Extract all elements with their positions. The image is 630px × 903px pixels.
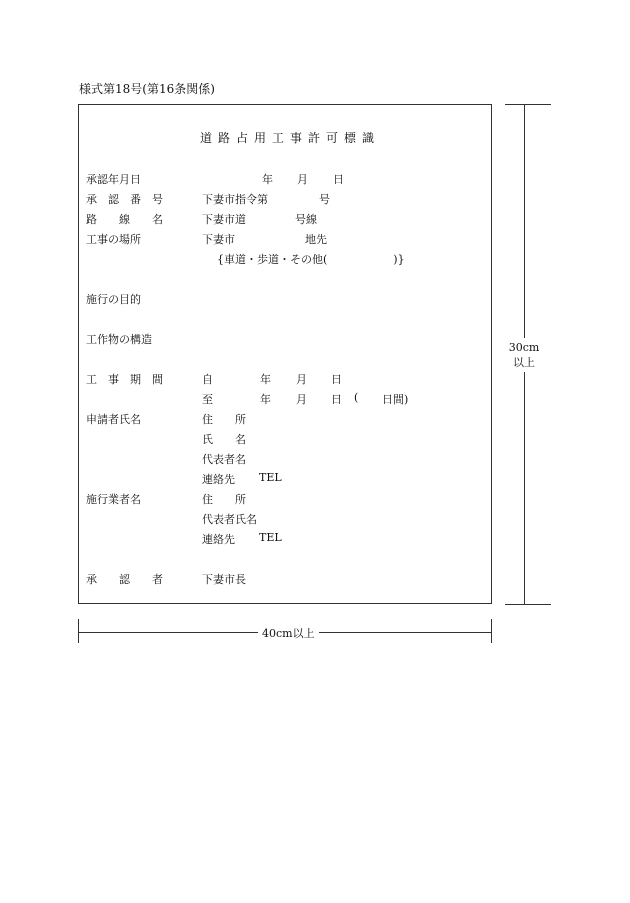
contractor-contact: 連絡先 <box>202 533 235 546</box>
work-location-options: {車道・歩道・その他( )} <box>217 253 405 266</box>
period-days-open: ( <box>354 391 359 404</box>
approver-value: 下妻市長 <box>202 573 246 586</box>
approval-number-label: 承 認 番 号 <box>86 193 163 206</box>
approver-label: 承 認 者 <box>86 573 163 586</box>
route-name-prefix: 下妻市道 <box>202 213 246 226</box>
width-dim-right-tick <box>491 619 492 643</box>
work-location-city: 下妻市 <box>202 233 235 246</box>
applicant-representative: 代表者名 <box>202 453 246 466</box>
height-dim-value: 30cm <box>508 341 540 354</box>
applicant-address: 住 所 <box>202 413 246 426</box>
applicant-tel: TEL <box>259 471 282 484</box>
approval-number-suffix: 号 <box>319 193 330 206</box>
contractor-tel: TEL <box>259 531 282 544</box>
period-to-year: 年 <box>260 393 271 406</box>
sign-title: 道路占用工事許可標識 <box>200 131 381 145</box>
approval-date-label: 承認年月日 <box>86 173 141 186</box>
period-to-day: 日 <box>331 393 342 406</box>
period-from: 自 <box>202 373 213 386</box>
contractor-label: 施行業者名 <box>86 493 141 506</box>
height-dim-line-lower <box>524 372 525 604</box>
height-dim-bottom-tick <box>505 604 551 605</box>
contractor-representative: 代表者氏名 <box>202 513 257 526</box>
contractor-address: 住 所 <box>202 493 246 506</box>
period-from-day: 日 <box>331 373 342 386</box>
approval-date-month: 月 <box>297 173 308 186</box>
applicant-contact: 連絡先 <box>202 473 235 486</box>
height-dimension-label <box>505 340 543 370</box>
purpose-label: 施行の目的 <box>86 293 141 306</box>
form-reference: 様式第18号(第16条関係) <box>79 82 215 96</box>
approval-date-day: 日 <box>333 173 344 186</box>
height-dim-line-upper <box>524 104 525 338</box>
width-dim-left-tick <box>78 619 79 643</box>
work-period-label: 工 事 期 間 <box>86 373 163 386</box>
approval-number-prefix: 下妻市指令第 <box>202 193 268 206</box>
applicant-name: 氏 名 <box>202 433 246 446</box>
period-to-month: 月 <box>296 393 307 406</box>
route-name-suffix: 号線 <box>295 213 317 226</box>
period-from-month: 月 <box>296 373 307 386</box>
approval-date-year: 年 <box>262 173 273 186</box>
width-dimension-label: 40cm以上 <box>258 625 319 641</box>
work-location-label: 工事の場所 <box>86 233 141 246</box>
structure-label: 工作物の構造 <box>86 333 152 346</box>
height-dim-top-tick <box>505 104 551 105</box>
height-dim-suffix: 以上 <box>513 356 535 369</box>
route-name-label: 路 線 名 <box>86 213 163 226</box>
work-location-suffix: 地先 <box>305 233 327 246</box>
applicant-label: 申請者氏名 <box>86 413 141 426</box>
period-days-close: 日間) <box>382 393 409 406</box>
period-from-year: 年 <box>260 373 271 386</box>
period-to: 至 <box>202 393 213 406</box>
